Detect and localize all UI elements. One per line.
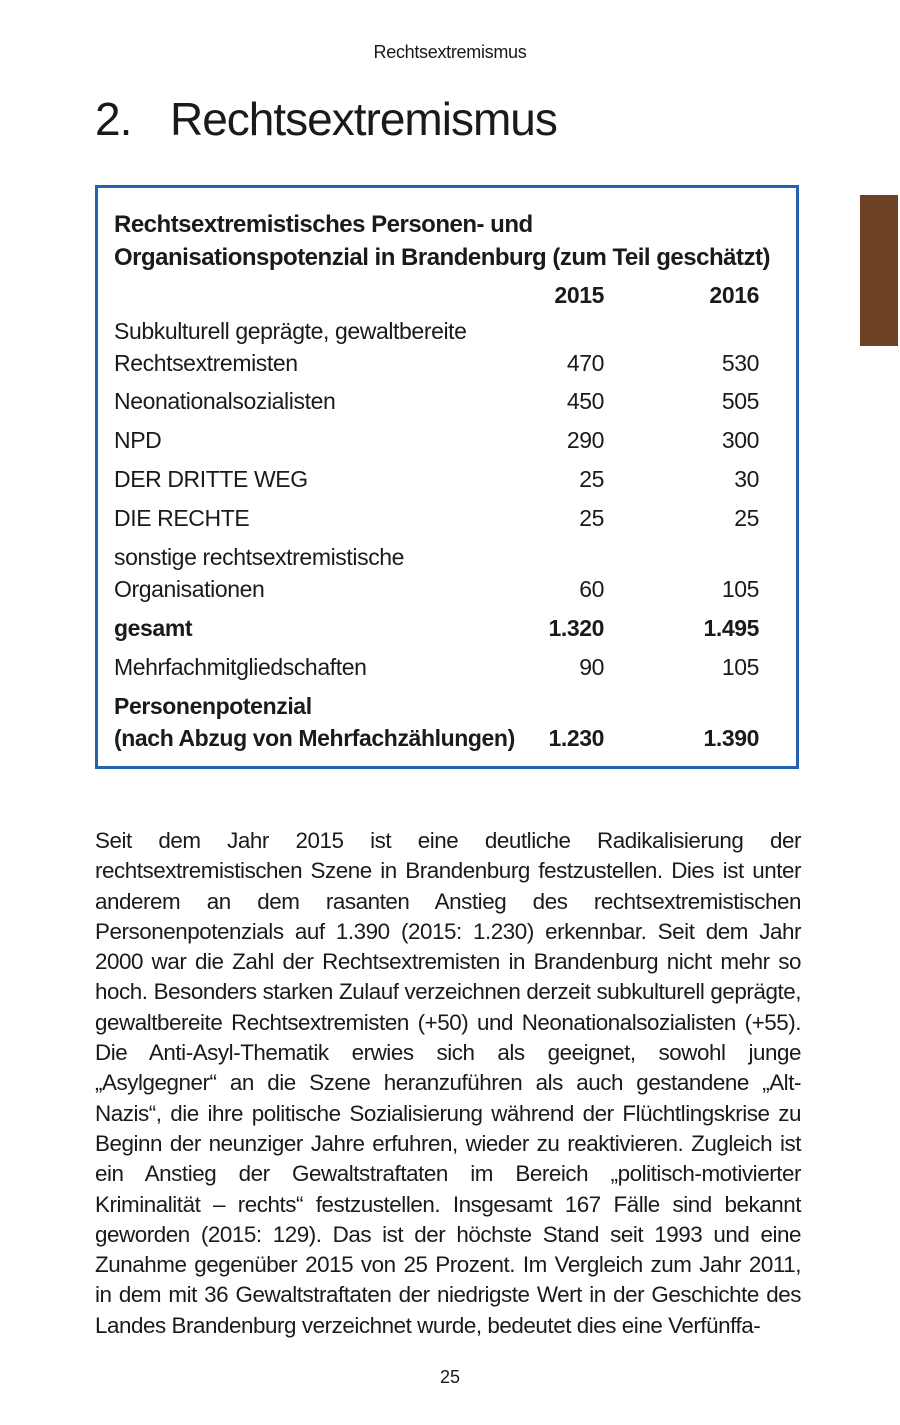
- table-row: [114, 505, 774, 544]
- row-label-line1: sonstige rechtsextremistische: [114, 544, 405, 570]
- row-label-line2: Organisationen: [114, 576, 265, 602]
- chapter-number: 2.: [95, 93, 132, 145]
- row-value-2016: 505: [721, 388, 759, 414]
- row-value-2015: 60: [579, 576, 604, 602]
- chapter-side-tab: [860, 195, 898, 346]
- row-value-2015: 470: [566, 350, 604, 376]
- table-header-row: [114, 282, 774, 312]
- row-label: Mehrfachmitgliedschaften: [114, 654, 367, 680]
- table-title-line2: Organisationspotenzial in Brandenburg (zum Teil geschätzt): [114, 244, 770, 271]
- chapter-title-text: Rechtsextremismus: [170, 93, 557, 145]
- table-title-line1: Rechtsextremistisches Personen- und: [114, 211, 533, 238]
- row-value-2015: 25: [579, 505, 604, 531]
- column-header-2015: 2015: [554, 282, 604, 308]
- row-value-2016: 300: [721, 427, 759, 453]
- table-row: [114, 427, 774, 466]
- row-label: Neonationalsozialisten: [114, 388, 336, 414]
- row-value-2015: 90: [579, 654, 604, 680]
- row-value-2016: 25: [734, 505, 759, 531]
- table-row: [114, 654, 774, 693]
- statistics-box: [95, 185, 799, 769]
- row-value-2015: 1.230: [548, 725, 604, 751]
- chapter-title: [95, 92, 557, 146]
- row-value-2016: 1.390: [703, 725, 759, 751]
- row-value-2015: 450: [566, 388, 604, 414]
- table-row: [114, 318, 774, 388]
- row-label: DIE RECHTE: [114, 505, 250, 531]
- table-row: [114, 388, 774, 427]
- page-number: 25: [439, 1367, 461, 1387]
- row-label-line1: Personenpotenzial: [114, 693, 312, 719]
- row-value-2016: 530: [721, 350, 759, 376]
- row-label-line2: (nach Abzug von Mehrfachzählungen): [114, 725, 515, 751]
- row-value-2016: 30: [734, 466, 759, 492]
- table-row: [114, 466, 774, 505]
- row-label: gesamt: [114, 615, 193, 641]
- row-label: NPD: [114, 427, 162, 453]
- row-label: DER DRITTE WEG: [114, 466, 308, 492]
- row-value-2016: 105: [721, 576, 759, 602]
- row-value-2015: 290: [566, 427, 604, 453]
- row-value-2015: 25: [579, 466, 604, 492]
- table-row-person-potential: [114, 693, 774, 763]
- column-header-2016: 2016: [709, 282, 759, 308]
- row-value-2016: 1.495: [703, 615, 759, 641]
- row-label-line2: Rechtsextremisten: [114, 350, 298, 376]
- table-title: [114, 208, 794, 274]
- body-paragraph: Seit dem Jahr 2015 ist eine deutliche Radikalisierung der rechtsextremistischen Szene in Brandenburg festzustellen. Dies ist unter anderem an dem rasanten Anstieg des rechtsextremistischen Personenpotenzials auf 1.390 (2015: 1.230) erkennbar. Seit dem Jahr 2000 war die Zahl der Rechtsextremisten in Brandenburg nicht mehr so hoch. Besonders starken Zulauf verzeichnen derzeit subkulturell geprägte, gewaltbereite Rechtsextremisten (+50) und Neonationalsozialisten (+55). Die Anti-Asyl-Thematik erwies sich als geeignet, sowohl junge „Asylgegner“ an die Szene heranzuführen als auch gestandene „Alt-Nazis“, die ihre politische Sozialisierung während der Flüchtlingskrise zu Beginn der neunziger Jahre erfuhren, wieder zu reaktivieren. Zugleich ist ein Anstieg der Gewaltstraftaten im Bereich „politisch-motivierter Kriminalität – rechts“ festzustellen. Insgesamt 167 Fälle sind bekannt geworden (2015: 129). Das ist der höchste Stand seit 1993 und eine Zunahme gegenüber 2015 von 25 Prozent. Im Vergleich zum Jahr 2011, in dem mit 36 Gewaltstraftaten der niedrigste Wert in der Geschichte des Landes Brandenburg verzeichnet wurde, bedeutet dies eine Verfünffa-: [95, 828, 801, 1338]
- table-row: [114, 544, 774, 615]
- row-value-2015: 1.320: [548, 615, 604, 641]
- table-row-total: [114, 615, 774, 654]
- running-header: Rechtsextremismus: [373, 42, 527, 62]
- row-value-2016: 105: [721, 654, 759, 680]
- row-label-line1: Subkulturell geprägte, gewaltbereite: [114, 318, 467, 344]
- statistics-table: [114, 282, 774, 757]
